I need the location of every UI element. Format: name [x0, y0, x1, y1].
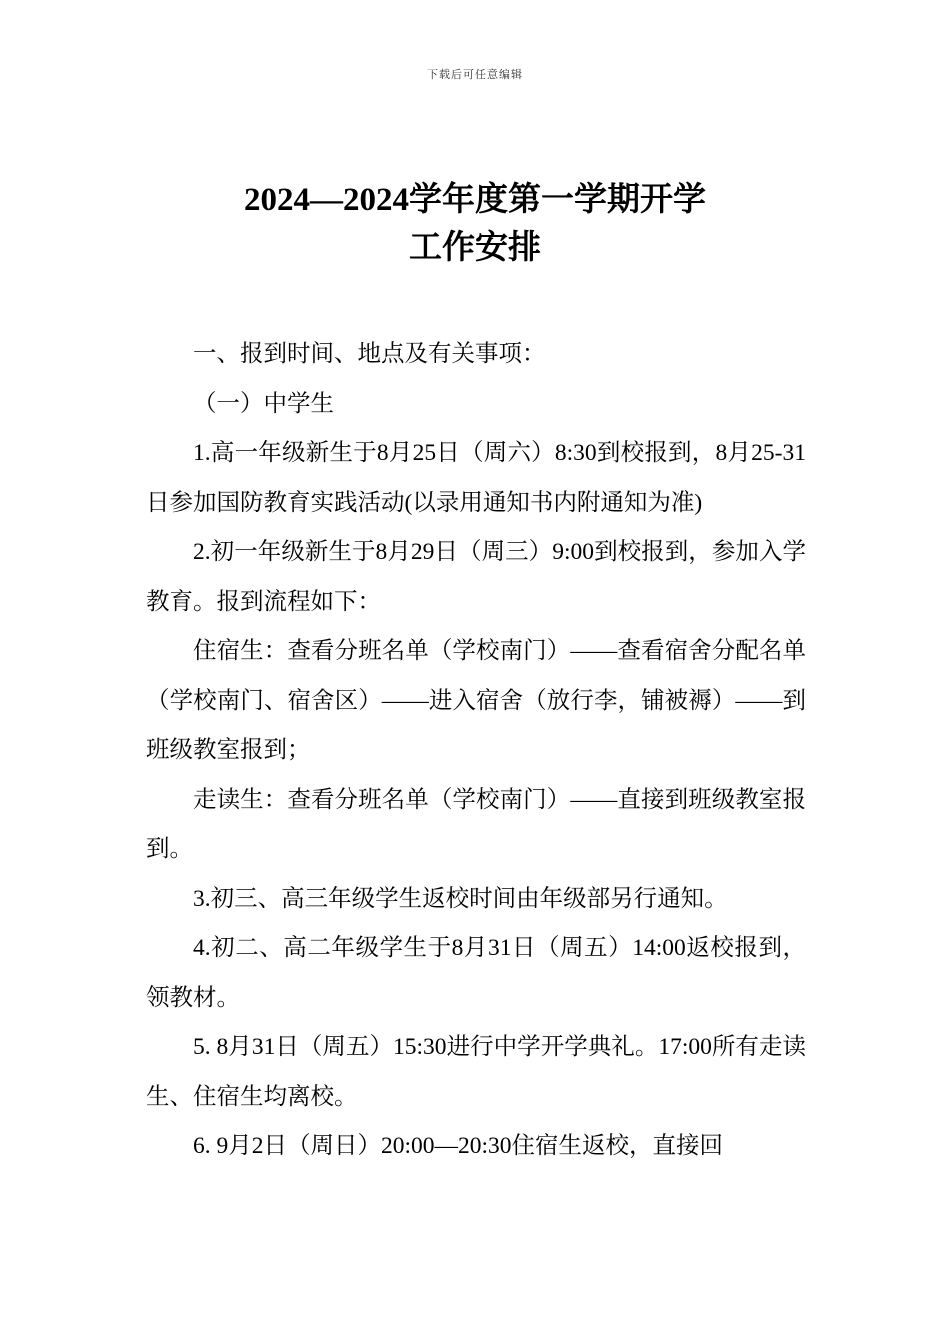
title-line-1: 2024—2024学年度第一学期开学 — [244, 182, 706, 218]
paragraph-item-3: 3.初三、高三年级学生返校时间由年级部另行通知。 — [193, 885, 728, 912]
document-body — [146, 330, 806, 1172]
paragraph-item-4: 4.初二、高二年级学生于8月31日（周五）14:00返校报到，领教材。 — [146, 935, 806, 1011]
paragraph-item-6: 6. 9月2日（周日）20:00—20:30住宿生返校，直接回 — [193, 1133, 724, 1159]
paragraph-boarding: 住宿生：查看分班名单（学校南门）——查看宿舍分配名单（学校南门、宿舍区）——进入宿舍（放行李，铺被褥）——到班级教室报到； — [146, 638, 806, 763]
paragraph-item-2: 2.初一年级新生于8月29日（周三）9:00到校报到，参加入学教育。报到流程如下： — [146, 539, 806, 615]
title-line-2: 工作安排 — [409, 230, 541, 266]
paragraph-item-5: 5. 8月31日（周五）15:30进行中学开学典礼。17:00所有走读生、住宿生均离校。 — [146, 1034, 806, 1110]
paragraph-day-students: 走读生：查看分班名单（学校南门）——直接到班级教室报到。 — [146, 786, 806, 862]
paragraph-item-1: 1.高一年级新生于8月25日（周六）8:30到校报到，8月25-31日参加国防教育实践活动(以录用通知书内附通知为准) — [146, 440, 806, 516]
document-title — [0, 176, 950, 272]
header-note: 下载后可任意编辑 — [427, 68, 523, 81]
section-heading: 一、报到时间、地点及有关事项： — [193, 341, 546, 367]
subsection-heading: （一）中学生 — [193, 390, 334, 417]
